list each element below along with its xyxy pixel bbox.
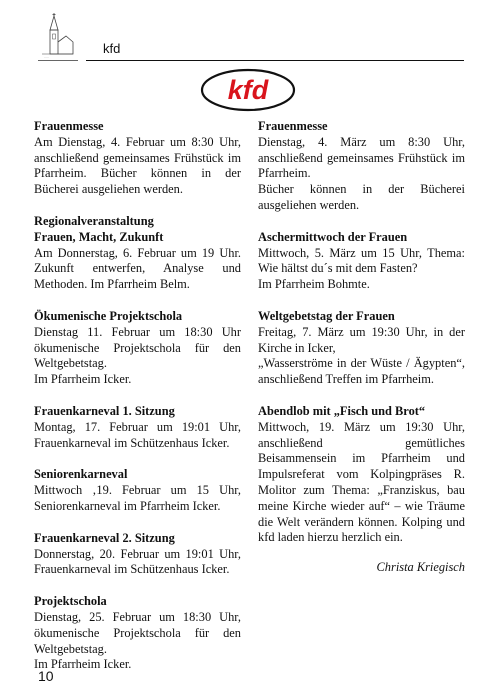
event-text: Dienstag 11. Februar um 18:30 Uhr ökumenische Projektschola für den Weltgebetstag.: [34, 324, 241, 371]
event-text: Im Pfarrheim Bohmte.: [258, 277, 370, 292]
event-text: Dienstag, 4. März um 8:30 Uhr, anschließend gemeinsames Frühstück im Pfarrheim.: [258, 134, 465, 181]
event-text: „Wasserströme in der Wüste / Ägypten“, anschließend Treffen im Pfarrheim.: [258, 356, 465, 387]
left-column: [34, 119, 241, 689]
event-entry: [34, 214, 241, 293]
event-entry: [34, 404, 241, 451]
event-text: Donnerstag, 20. Februar um 19:01 Uhr, Frauenkarneval im Schützenhaus Icker.: [34, 546, 241, 577]
event-text: Am Donnerstag, 6. Februar um 19 Uhr. Zukunft entwerfen, Analyse und Methoden. Im Pfarrheim Belm.: [34, 245, 241, 292]
event-title: Abendlob mit „Fisch und Brot“: [258, 403, 426, 418]
event-title: Frauenmesse: [34, 119, 104, 133]
event-entry: [34, 467, 241, 514]
event-text: Am Dienstag, 4. Februar um 8:30 Uhr, anschließend gemeinsames Frühstück im Pfarrheim. Bücher können in der Bücherei ausgeliehen werden.: [34, 134, 241, 197]
event-description: [258, 325, 465, 388]
event-text: Dienstag, 25. Februar um 18:30 Uhr, ökumenische Projektschola für den Weltgebetstag.: [34, 609, 241, 656]
event-title: Projektschola: [34, 594, 107, 609]
event-entry: [34, 309, 241, 388]
event-title: Seniorenkarneval: [34, 467, 128, 482]
event-description: [34, 610, 241, 673]
event-text: Im Pfarrheim Icker.: [34, 372, 132, 387]
event-text: Mittwoch ‚19. Februar um 15 Uhr, Seniorenkarneval im Pfarrheim Icker.: [34, 483, 241, 513]
event-text: Bücher können in der Bücherei ausgeliehen werden.: [258, 182, 465, 212]
event-description: [258, 420, 465, 546]
event-title: Aschermittwoch der Frauen: [258, 229, 408, 244]
page-header: [0, 0, 495, 62]
event-title: Frauenmesse: [258, 119, 328, 133]
event-entry: [258, 404, 465, 546]
event-entry: [258, 119, 465, 214]
event-description: [34, 547, 241, 579]
kfd-logo: [200, 68, 296, 112]
event-title: Ökumenische Projektschola: [34, 308, 183, 323]
right-column: [258, 119, 465, 576]
event-entry: [34, 531, 241, 578]
author-signature: Christa Kriegisch: [376, 560, 465, 575]
event-entry: [34, 594, 241, 673]
header-title: kfd: [103, 41, 121, 56]
event-title: Regionalveranstaltung: [34, 213, 154, 228]
event-description: [258, 135, 465, 214]
event-text: Im Pfarrheim Icker.: [34, 657, 132, 672]
kfd-logo-text: kfd: [227, 75, 269, 105]
page-number: 10: [38, 668, 54, 684]
church-icon: [40, 12, 74, 62]
event-entry: [258, 309, 465, 388]
event-title: Frauenkarneval 2. Sitzung: [34, 530, 175, 545]
svg-text:·····: ·····: [44, 55, 49, 59]
event-description: [34, 483, 241, 515]
event-text: Mittwoch, 5. März um 15 Uhr, Thema: Wie hältst du´s mit dem Fasten?: [258, 245, 465, 276]
event-entry: [258, 230, 465, 293]
event-text: Mittwoch, 19. März um 19:30 Uhr, anschließend gemütliches Beisammensein im Pfarrheim und Impulsreferat vom Kolpingpräses R. Molitor zum Thema: „Franziskus, bau meine Kirche wieder auf“ – wie Träume die Welt verändern können. Kolping und kfd laden hierzu herzlich ein.: [258, 419, 465, 545]
event-description: [34, 325, 241, 388]
event-entry: [34, 119, 241, 198]
event-title: Weltgebetstag der Frauen: [258, 308, 395, 323]
event-text: Freitag, 7. März um 19:30 Uhr, in der Kirche in Icker,: [258, 324, 465, 355]
event-title: Frauen, Macht, Zukunft: [34, 229, 164, 244]
event-text: Montag, 17. Februar um 19:01 Uhr, Frauenkarneval im Schützenhaus Icker.: [34, 419, 241, 450]
event-description: [34, 135, 241, 198]
event-description: [258, 246, 465, 293]
event-title: Frauenkarneval 1. Sitzung: [34, 403, 175, 418]
header-rule: [86, 60, 464, 61]
event-description: [34, 246, 241, 293]
header-rule-left: [38, 60, 78, 61]
event-description: [34, 420, 241, 452]
